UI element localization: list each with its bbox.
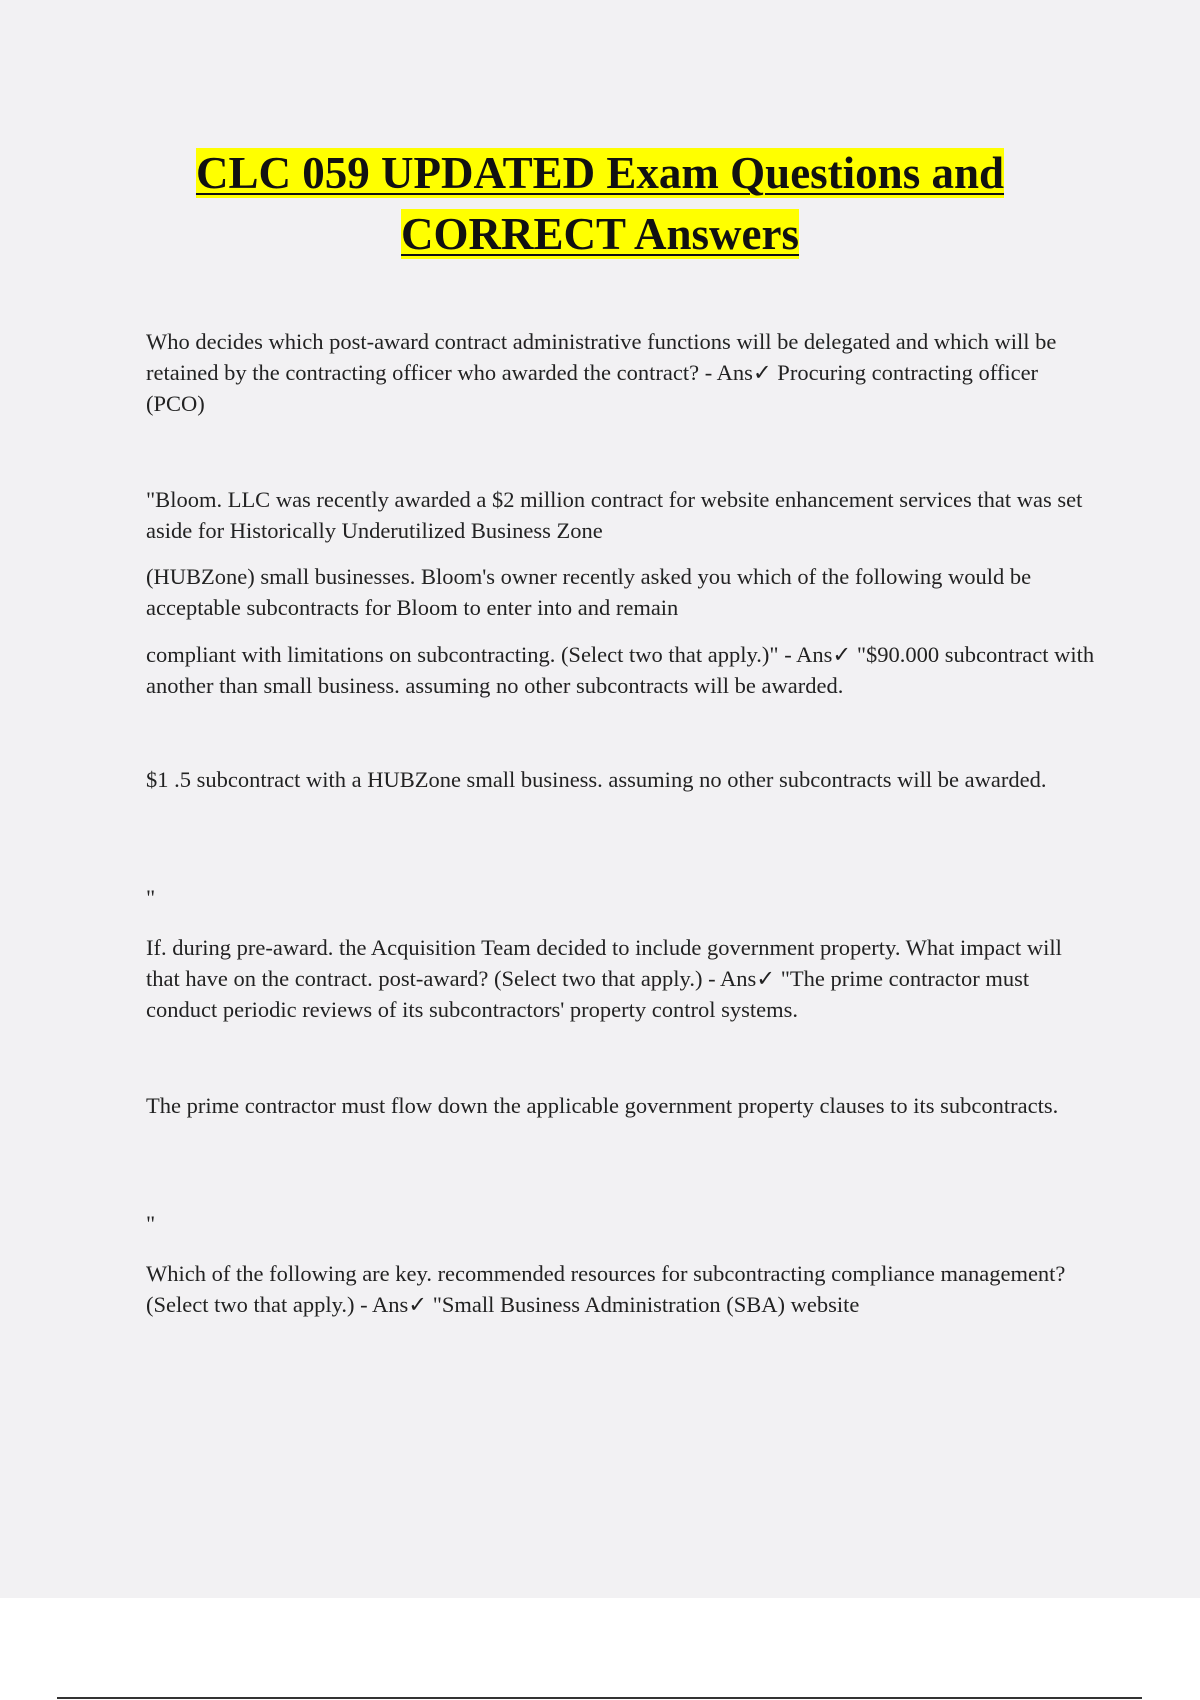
question-2-paragraph-part-1: "Bloom. LLC was recently awarded a $2 million contract for website enhancement services that was set aside for Historically Underutilized Business Zone — [146, 487, 1083, 543]
closing-quote-1: " — [146, 885, 156, 910]
title-line-2: CORRECT Answers — [401, 209, 799, 259]
closing-quote-2: " — [146, 1211, 156, 1236]
title-line-1: CLC 059 UPDATED Exam Questions and — [195, 148, 1005, 198]
question-2-answer-1: compliant with limitations on subcontracting. (Select two that apply.)" - Ans✓ "$90.000 subcontract with another than small business. assuming no other subcontracts will be awarded. — [146, 642, 1095, 698]
question-2-answer-2: $1 .5 subcontract with a HUBZone small business. assuming no other subcontracts will be awarded. — [146, 767, 1047, 792]
question-1-paragraph: Who decides which post-award contract administrative functions will be delegated and which will be retained by the contracting officer who awarded the contract? - Ans✓ Procuring contracting officer (PCO) — [146, 329, 1057, 416]
question-3-paragraph: If. during pre-award. the Acquisition Team decided to include government property. What impact will that have on the contract. post-award? (Select two that apply.) - Ans✓ "The prime contractor must conduct periodic reviews of its subcontractors' property control systems. — [146, 935, 1062, 1022]
question-2-paragraph-part-2: (HUBZone) small businesses. Bloom's owner recently asked you which of the following would be acceptable subcontracts for Bloom to enter into and remain — [146, 564, 1032, 620]
question-4-paragraph: Which of the following are key. recommended resources for subcontracting compliance management? (Select two that apply.) - Ans✓ "Small Business Administration (SBA) website — [146, 1261, 1066, 1317]
footer-divider — [57, 1697, 1142, 1699]
question-3-answer-2: The prime contractor must flow down the applicable government property clauses to its subcontracts. — [146, 1093, 1059, 1118]
document-title — [0, 143, 1200, 265]
